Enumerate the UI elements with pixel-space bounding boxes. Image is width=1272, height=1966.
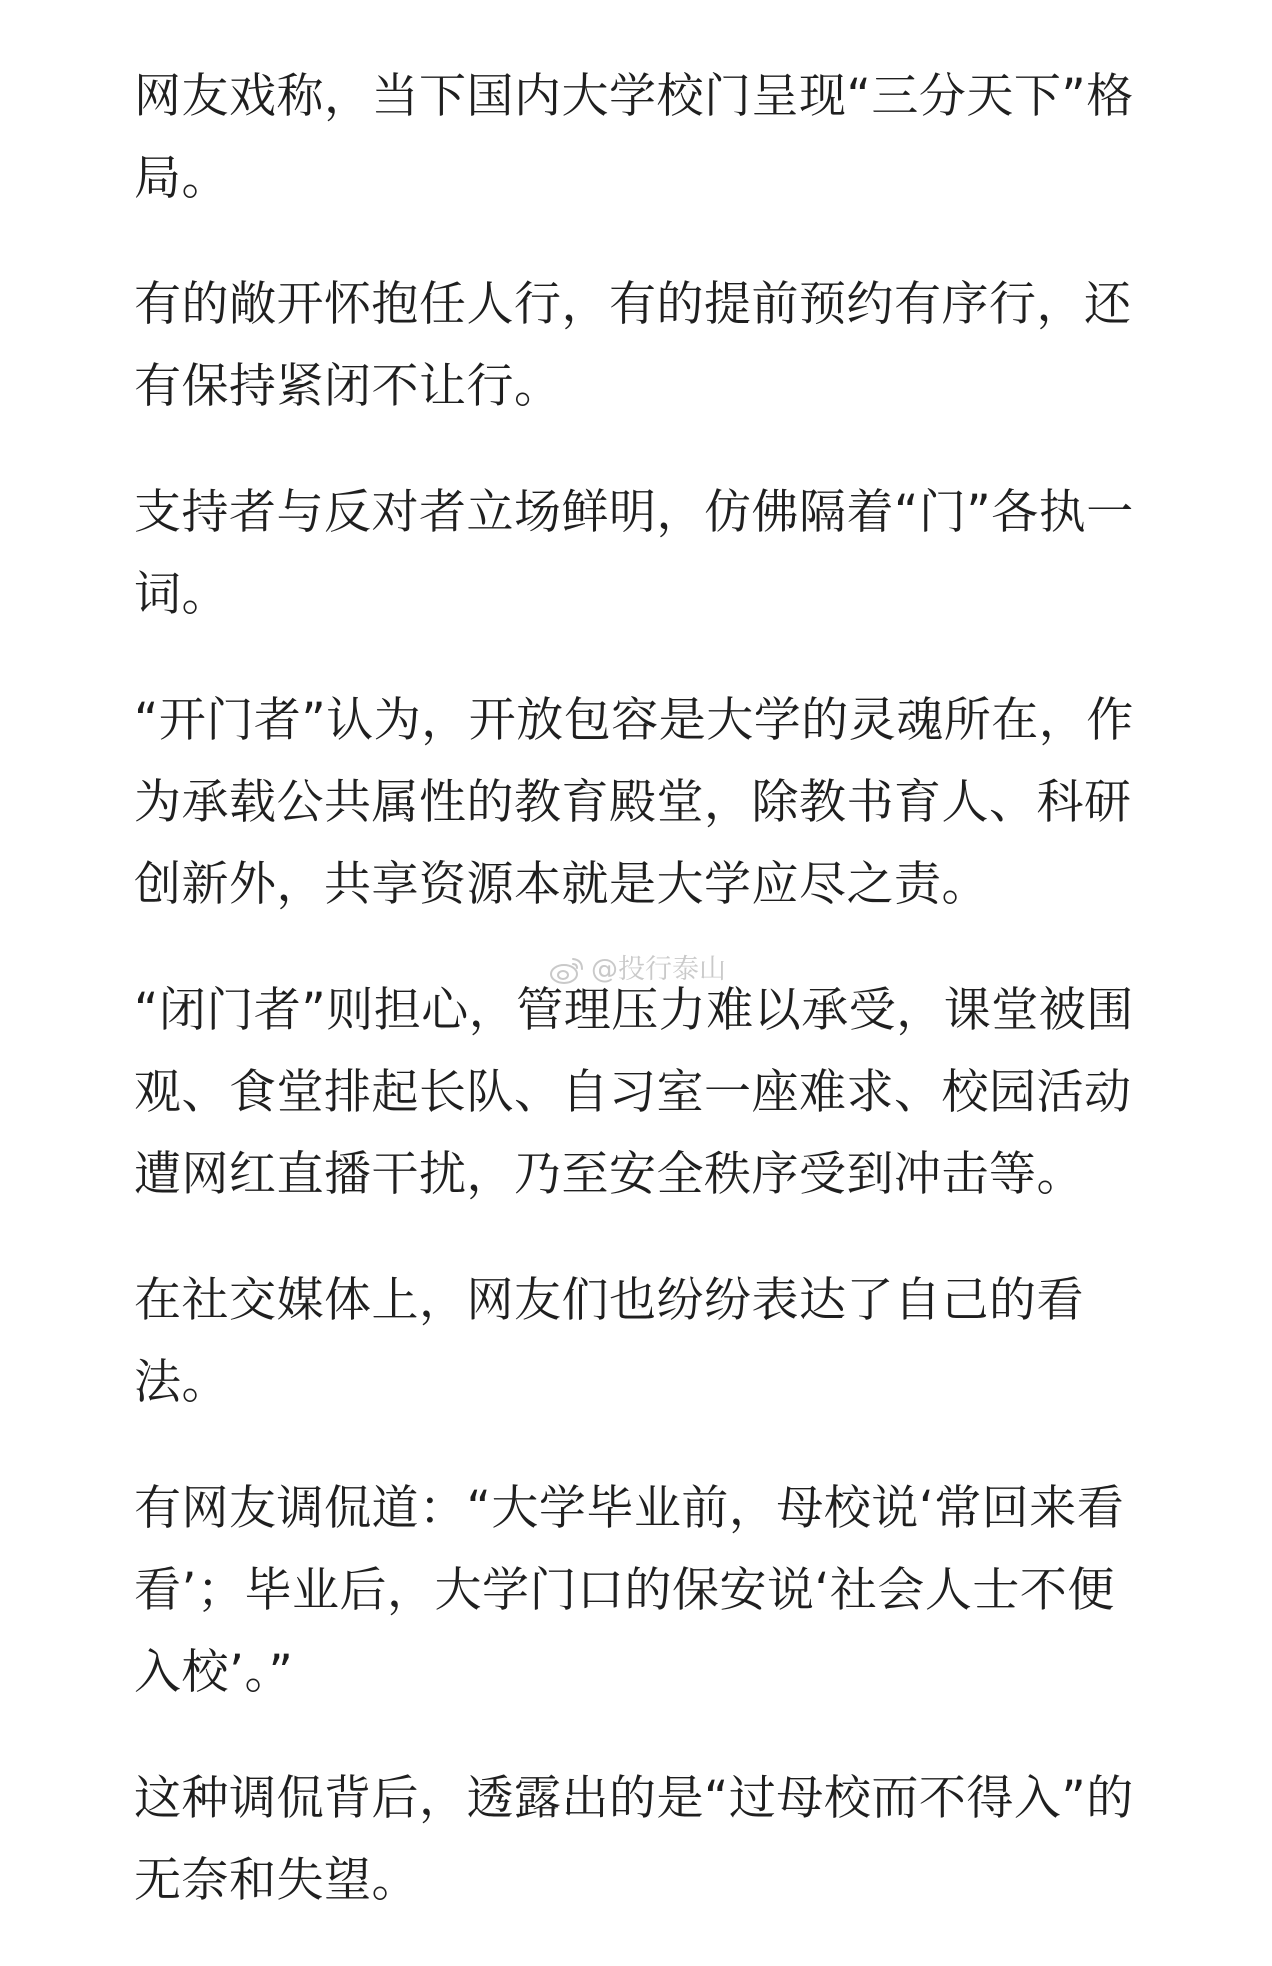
paragraph: “闭门者”则担心，管理压力难以承受，课堂被围观、食堂排起长队、自习室一座难求、校园活动遭网红直播干扰，乃至安全秩序受到冲击等。 [134, 983, 1134, 1202]
paragraph: 支持者与反对者立场鲜明，仿佛隔着“门”各执一词。 [134, 485, 1134, 622]
paragraph: 网友戏称，当下国内大学校门呈现“三分天下”格局。 [134, 69, 1134, 206]
watermark-text: @投行泰山 [591, 954, 726, 985]
paragraph: 这种调侃背后，透露出的是“过母校而不得入”的无奈和失望。 [134, 1771, 1134, 1908]
article-body [134, 56, 1146, 1966]
paragraph: “开门者”认为，开放包容是大学的灵魂所在，作为承载公共属性的教育殿堂，除教书育人、科研创新外，共享资源本就是大学应尽之责。 [134, 693, 1134, 912]
paragraph: 在社交媒体上，网友们也纷纷表达了自己的看法。 [134, 1273, 1084, 1410]
paragraph: 有的敞开怀抱任人行，有的提前预约有序行，还有保持紧闭不让行。 [134, 277, 1132, 414]
paragraph: 有网友调侃道：“大学毕业前，母校说‘常回来看看’；毕业后，大学门口的保安说‘社会人士不便入校’。” [134, 1481, 1125, 1700]
